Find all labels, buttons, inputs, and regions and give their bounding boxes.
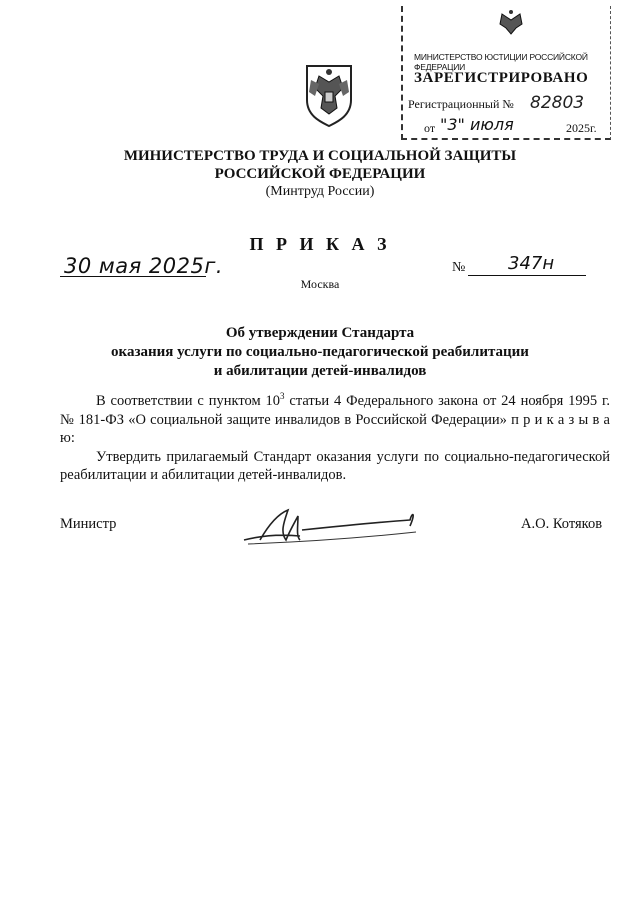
order-city: Москва bbox=[300, 277, 340, 291]
paragraph-1-superscript: 3 bbox=[280, 391, 285, 402]
title-line-2: оказания услуги по социально-педагогической реабилитации bbox=[111, 344, 529, 360]
signatory-name: А.О. Котяков bbox=[521, 516, 603, 532]
signatory-position: Министр bbox=[60, 516, 117, 532]
title-line-3: и абилитации детей-инвалидов bbox=[213, 363, 427, 379]
stamp-date-label: от bbox=[424, 121, 436, 135]
paragraph-1-part-1: В соответствии с пунктом 10 bbox=[96, 393, 281, 409]
document-body bbox=[60, 392, 610, 485]
paragraph-1 bbox=[60, 392, 610, 448]
title-line-1: Об утверждении Стандарта bbox=[225, 325, 415, 341]
stamp-registered: ЗАРЕГИСТРИРОВАНО bbox=[414, 70, 589, 86]
number-underline bbox=[468, 275, 586, 276]
order-title: П Р И К А З bbox=[249, 234, 391, 254]
paragraph-2: Утвердить прилагаемый Стандарт оказания услуги по социально-педагогической реабилитации и абилитации детей-инвалидов. bbox=[60, 448, 610, 483]
stamp-emblem-icon bbox=[496, 8, 526, 36]
order-number-sign: № bbox=[452, 260, 466, 275]
ministry-line-1: МИНИСТЕРСТВО ТРУДА И СОЦИАЛЬНОЙ ЗАЩИТЫ bbox=[123, 148, 517, 164]
stamp-date: "3" июля bbox=[440, 115, 514, 134]
stamp-ministry: МИНИСТЕРСТВО ЮСТИЦИИ РОССИЙСКОЙ ФЕДЕРАЦИИ bbox=[414, 52, 588, 72]
stamp-number: 82803 bbox=[530, 93, 585, 113]
stamp-year: 2025г. bbox=[566, 121, 597, 135]
coat-of-arms-emblem bbox=[303, 62, 355, 128]
ministry-abbreviation: (Минтруд России) bbox=[265, 184, 375, 199]
order-date: 30 мая 2025г. bbox=[64, 254, 224, 278]
order-number: 347н bbox=[508, 253, 555, 274]
ministry-line-2: РОССИЙСКОЙ ФЕДЕРАЦИИ bbox=[214, 166, 426, 182]
handwritten-signature bbox=[240, 506, 420, 546]
ministry-name bbox=[0, 147, 640, 183]
paragraph-1-part-2: статьи 4 Федерального закона от 24 ноября 1995 г. № 181-ФЗ «О социальной защите инвалидов в Российской Федерации» п р и к а з ы в а ю: bbox=[60, 393, 610, 446]
document-title bbox=[0, 324, 640, 381]
stamp-number-label: Регистрационный № bbox=[408, 97, 514, 111]
